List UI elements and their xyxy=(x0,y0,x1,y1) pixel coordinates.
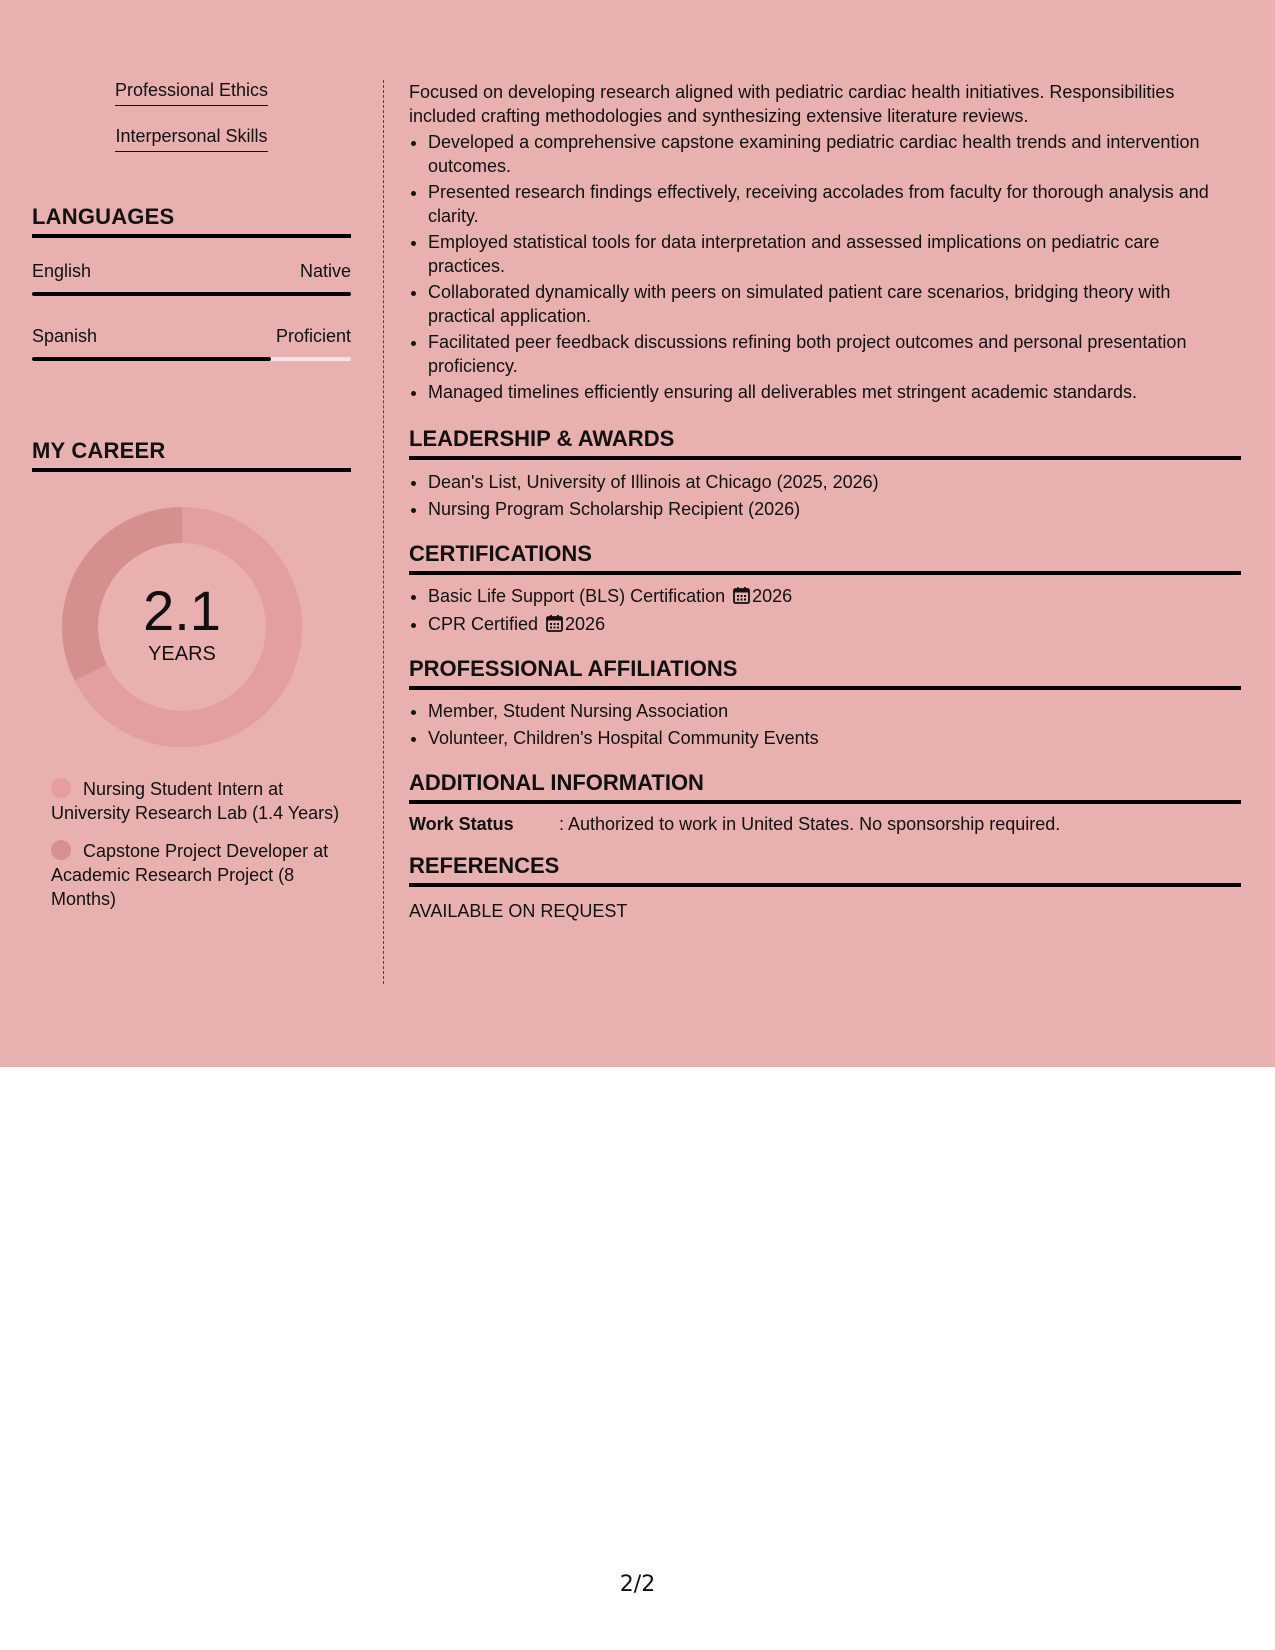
certification-name: CPR Certified xyxy=(428,614,539,634)
work-status-label: Work Status xyxy=(409,814,514,834)
certification-year: 2026 xyxy=(752,586,793,606)
language-proficiency-fill xyxy=(32,357,271,361)
language-item xyxy=(32,261,351,296)
list-item: • Managed timelines efficiently ensuring all deliverables met stringent academic standards. xyxy=(428,380,1241,404)
certifications-list xyxy=(409,584,1241,636)
career-section xyxy=(32,438,351,911)
language-name: English xyxy=(32,261,92,281)
main-column xyxy=(409,80,1241,923)
list-item: • Presented research findings effectively, receiving accolades from faculty for thorough analysis and clarity. xyxy=(428,180,1241,228)
list-item: • Dean's List, University of Illinois at Chicago (2025, 2026) xyxy=(428,470,1241,494)
list-item: • Volunteer, Children's Hospital Community Events xyxy=(428,726,1241,750)
language-name: Spanish xyxy=(32,326,98,346)
list-item xyxy=(428,584,1241,608)
list-item: • Nursing Program Scholarship Recipient (2026) xyxy=(428,497,1241,521)
column-divider xyxy=(383,80,384,984)
certification-year: 2026 xyxy=(565,614,606,634)
work-status-value: : Authorized to work in United States. No sponsorship required. xyxy=(559,814,1061,834)
career-heading: MY CAREER xyxy=(32,438,351,472)
experience-bullets xyxy=(409,130,1241,404)
affiliations-list xyxy=(409,699,1241,750)
list-item xyxy=(428,612,1241,636)
career-legend-item xyxy=(51,777,341,825)
career-total-unit: YEARS xyxy=(148,642,216,665)
list-item: • Developed a comprehensive capstone examining pediatric cardiac health trends and intervention outcomes. xyxy=(428,130,1241,178)
leadership-section xyxy=(409,426,1241,521)
skill-tag: Professional Ethics xyxy=(115,80,268,106)
affiliations-section xyxy=(409,656,1241,750)
list-item: • Member, Student Nursing Association xyxy=(428,699,1241,723)
section-heading: REFERENCES xyxy=(409,853,1241,887)
skill-tag: Interpersonal Skills xyxy=(115,126,267,152)
experience-description: Focused on developing research aligned with pediatric cardiac health initiatives. Responsibilities included crafting methodologies and synthesizing extensive literature reviews. xyxy=(409,82,1175,126)
career-legend-item xyxy=(51,839,341,911)
career-role-label: Nursing Student Intern at University Research Lab (1.4 Years) xyxy=(51,779,340,823)
career-role-label: Capstone Project Developer at Academic Research Project (8 Months) xyxy=(51,841,329,909)
additional-info-section xyxy=(409,770,1241,835)
legend-dot xyxy=(51,778,71,798)
language-proficiency-bar xyxy=(32,357,351,361)
leadership-list xyxy=(409,470,1241,521)
page-number: 2/2 xyxy=(619,1572,656,1597)
calendar-icon xyxy=(546,614,563,632)
languages-section xyxy=(32,204,351,361)
legend-dot xyxy=(51,840,71,860)
list-item: • Employed statistical tools for data interpretation and assessed implications on pediatric care practices. xyxy=(428,230,1241,278)
list-item: • Facilitated peer feedback discussions refining both project outcomes and personal presentation proficiency. xyxy=(428,330,1241,378)
certifications-section xyxy=(409,541,1241,636)
section-heading: PROFESSIONAL AFFILIATIONS xyxy=(409,656,1241,690)
references-section xyxy=(409,853,1241,923)
certification-name: Basic Life Support (BLS) Certification xyxy=(428,586,726,606)
language-proficiency-bar xyxy=(32,292,351,296)
references-text: AVAILABLE ON REQUEST xyxy=(409,901,628,921)
calendar-icon xyxy=(733,586,750,604)
career-total-years: 2.1 xyxy=(143,578,221,642)
section-heading: LEADERSHIP & AWARDS xyxy=(409,426,1241,460)
career-legend xyxy=(32,777,351,911)
career-donut-center xyxy=(62,507,302,747)
skills-list xyxy=(32,80,351,152)
career-donut-chart xyxy=(62,507,302,747)
language-level: Proficient xyxy=(275,326,351,346)
language-proficiency-fill xyxy=(32,292,351,296)
sidebar xyxy=(32,80,351,911)
languages-heading: LANGUAGES xyxy=(32,204,351,238)
language-level: Native xyxy=(299,261,351,281)
section-heading: ADDITIONAL INFORMATION xyxy=(409,770,1241,804)
language-item xyxy=(32,326,351,361)
list-item: • Collaborated dynamically with peers on simulated patient care scenarios, bridging theory with practical application. xyxy=(428,280,1241,328)
section-heading: CERTIFICATIONS xyxy=(409,541,1241,575)
work-status-row xyxy=(409,814,1241,835)
